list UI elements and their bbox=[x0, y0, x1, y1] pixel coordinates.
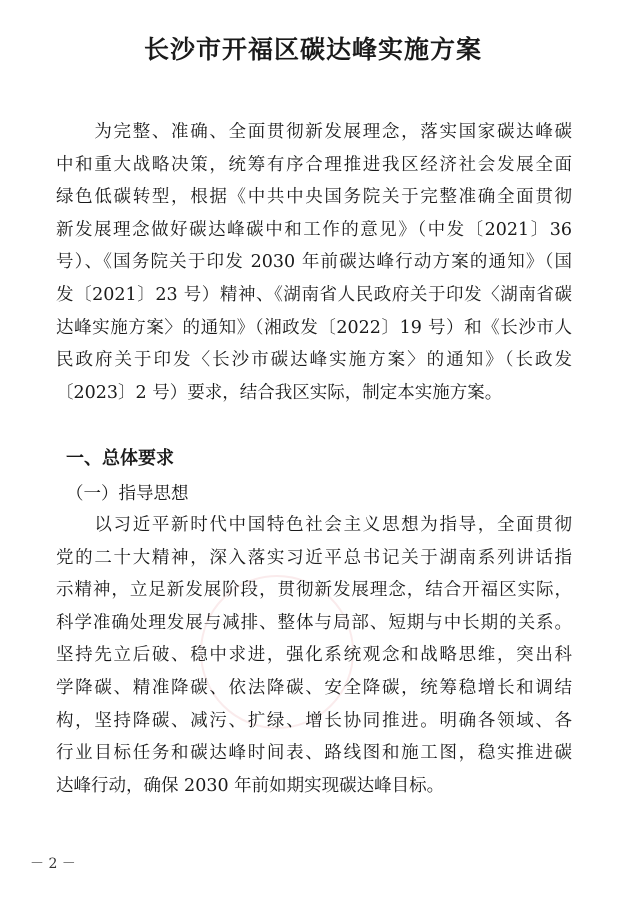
text-line: 达峰实施方案〉的通知》（湘政发〔2022〕19 号）和《长沙市人 bbox=[56, 317, 572, 338]
intro-paragraph bbox=[56, 116, 572, 409]
subsection-heading: （一）指导思想 bbox=[66, 484, 189, 504]
text-line: 学降碳、精准降碳、依法降碳、安全降碳，统筹稳增长和调结 bbox=[56, 677, 572, 698]
text-line: 民政府关于印发〈长沙市碳达峰实施方案〉的通知》（长政发 bbox=[56, 350, 572, 371]
text-line: 以习近平新时代中国特色社会主义思想为指导，全面贯彻 bbox=[56, 515, 572, 535]
page-number: － 2 － bbox=[30, 856, 76, 872]
text-line: 科学准确处理发展与减排、整体与局部、短期与中长期的关系。 bbox=[56, 612, 572, 633]
guiding-thought-paragraph bbox=[56, 509, 572, 802]
text-line: 新发展理念做好碳达峰碳中和工作的意见》（中发〔2021〕36 bbox=[56, 219, 572, 240]
text-line: 坚持先立后破、稳中求进，强化系统观念和战略思维，突出科 bbox=[56, 645, 572, 666]
document-title: 长沙市开福区碳达峰实施方案 bbox=[143, 35, 482, 64]
text-line: 党的二十大精神，深入落实习近平总书记关于湖南系列讲话指 bbox=[56, 547, 572, 568]
text-line: 〔2023〕2 号）要求，结合我区实际，制定本实施方案。 bbox=[56, 382, 503, 403]
text-line: 号）、《国务院关于印发 2030 年前碳达峰行动方案的通知》（国 bbox=[56, 252, 572, 273]
text-line: 发〔2021〕23 号）精神、《湖南省人民政府关于印发〈湖南省碳 bbox=[56, 284, 572, 305]
text-line: 为完整、准确、全面贯彻新发展理念，落实国家碳达峰碳 bbox=[56, 122, 572, 142]
text-line: 行业目标任务和碳达峰时间表、路线图和施工图，稳实推进碳 bbox=[56, 743, 572, 764]
text-line: 中和重大战略决策，统筹有序合理推进我区经济社会发展全面 bbox=[56, 154, 572, 175]
text-line: 构，坚持降碳、减污、扩绿、增长协同推进。明确各领域、各 bbox=[56, 710, 572, 731]
text-line: 达峰行动，确保 2030 年前如期实现碳达峰目标。 bbox=[56, 775, 445, 796]
section-heading: 一、总体要求 bbox=[66, 448, 174, 469]
text-line: 绿色低碳转型，根据《中共中央国务院关于完整准确全面贯彻 bbox=[56, 187, 572, 208]
text-line: 示精神，立足新发展阶段，贯彻新发展理念，结合开福区实际， bbox=[56, 580, 572, 601]
